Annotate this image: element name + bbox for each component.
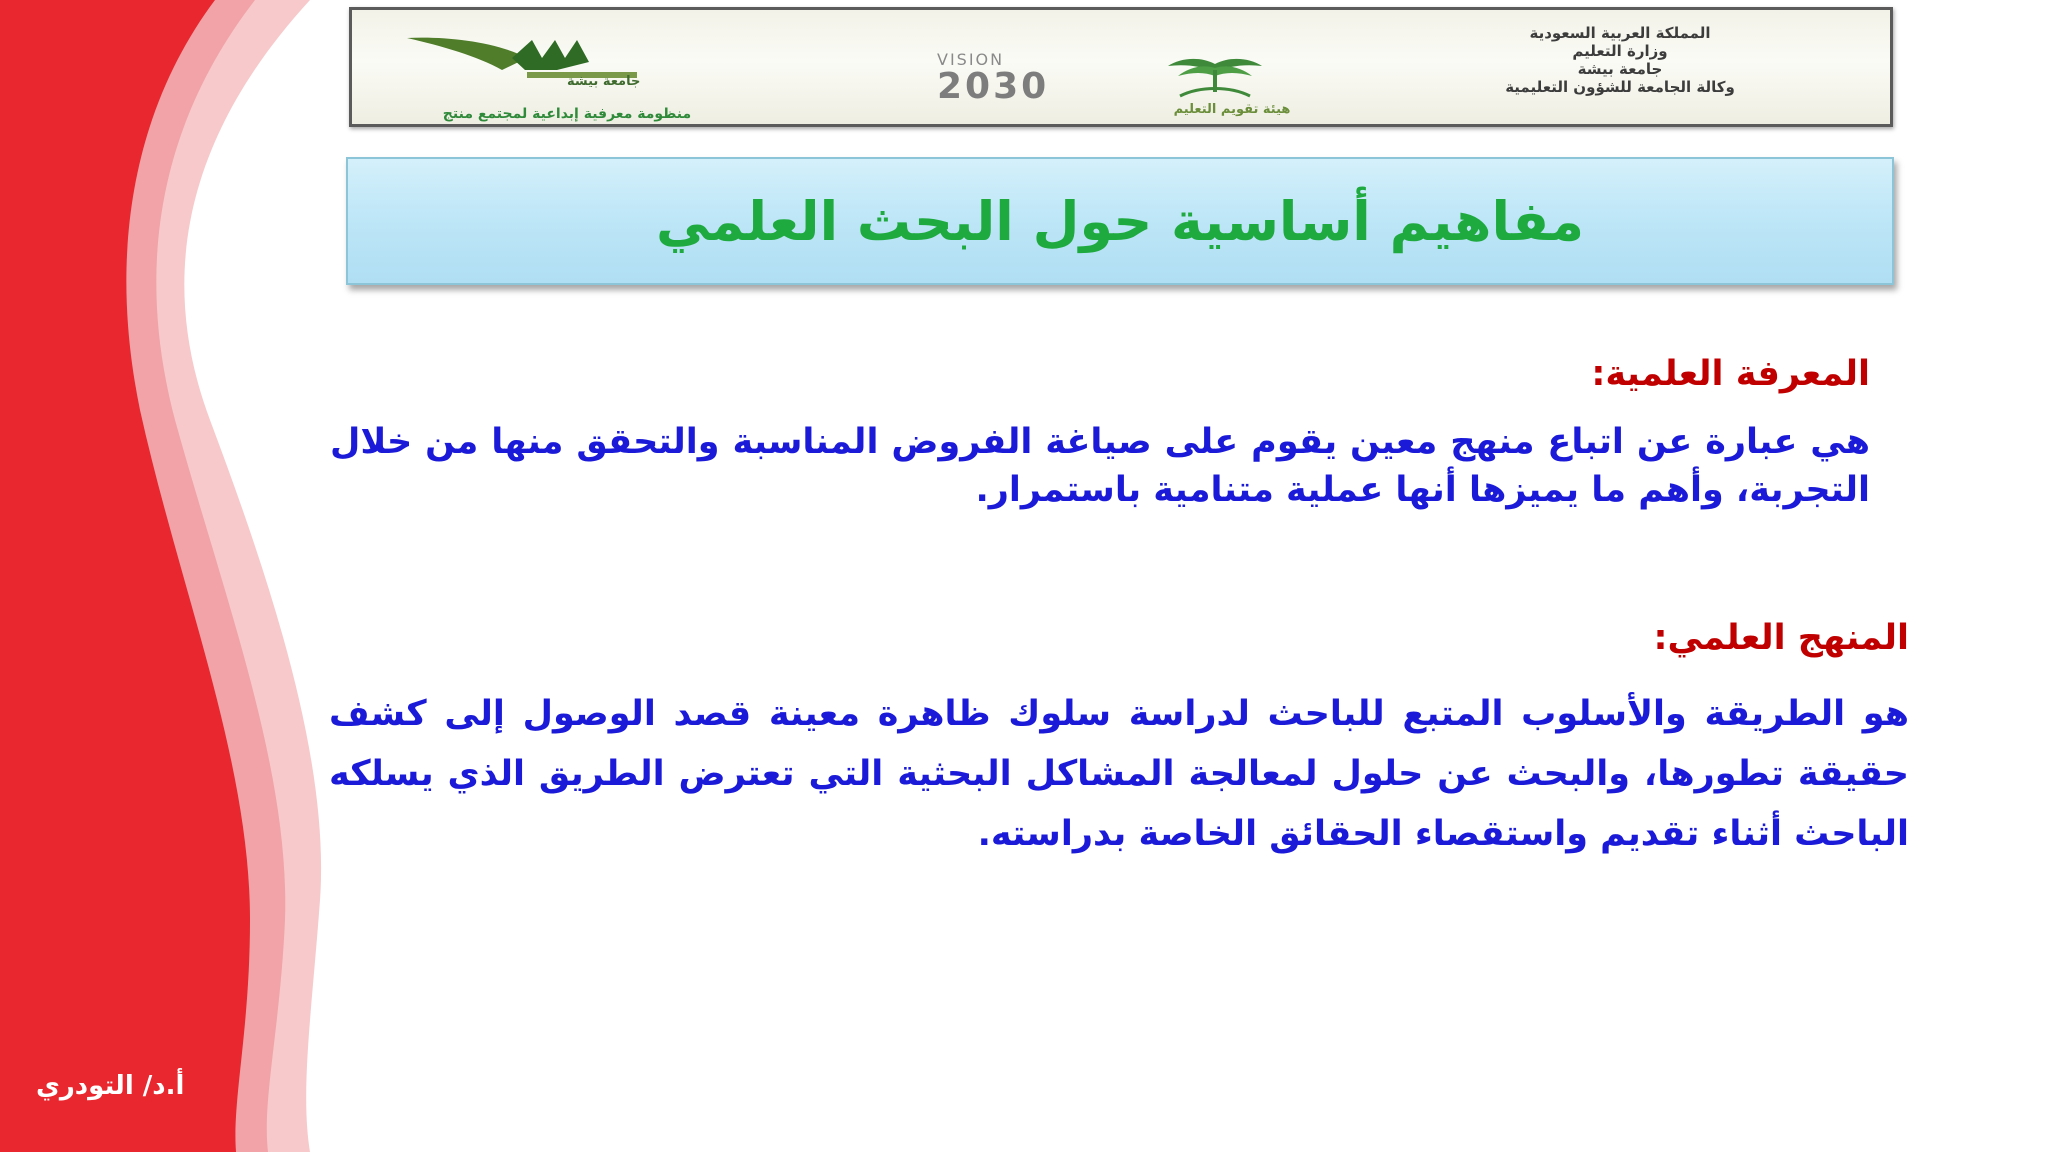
commission-logo-block: [1142, 54, 1332, 124]
section-heading: المعرفة العلمية:: [1591, 354, 1870, 394]
vision-year: 2030: [937, 66, 1050, 107]
university-slogan: منظومة معرفية إبداعية لمجتمع منتج: [442, 106, 692, 122]
section-body: هي عبارة عن اتباع منهج معين يقوم على صياغة الفروض المناسبة والتحقق منها من خلال التجربة، وأهم ما يميزها أنها عملية متنامية باستمرار.: [330, 422, 1870, 510]
ministry-line: جامعة بيشة: [1577, 60, 1663, 78]
ministry-line: المملكة العربية السعودية: [1529, 24, 1711, 42]
palm-swords-icon: [1160, 56, 1270, 101]
commission-name: هيئة تقويم التعليم: [1173, 102, 1291, 117]
title-box: [346, 157, 1894, 285]
vision-2030-logo: [937, 50, 1137, 127]
university-logo-block: [407, 28, 727, 123]
header-banner: [349, 7, 1893, 127]
ministry-line: وكالة الجامعة للشؤون التعليمية: [1505, 78, 1735, 96]
vision-word: VISION: [937, 50, 1005, 69]
author-label: أ.د/ التودري: [36, 1071, 185, 1101]
section-body: هو الطريقة والأسلوب المتبع للباحث لدراسة سلوك ظاهرة معينة قصد الوصول إلى كشف حقيقة تطورها، والبحث عن حلول لمعالجة المشاكل البحثية التي تعترض الطريق الذي يسلكه الباحث أثناء تقديم واستقصاء الحقائق الخاصة بدراسته.: [329, 694, 1909, 854]
ministry-text-block: [1440, 24, 1800, 96]
section-heading: المنهج العلمي:: [1653, 618, 1909, 658]
ministry-line: وزارة التعليم: [1572, 42, 1668, 60]
section-scientific-knowledge: [330, 350, 1870, 514]
page-title: مفاهيم أساسية حول البحث العلمي: [655, 189, 1585, 253]
section-scientific-method: [329, 614, 1909, 864]
university-name: جامعة بيشة: [567, 74, 641, 89]
